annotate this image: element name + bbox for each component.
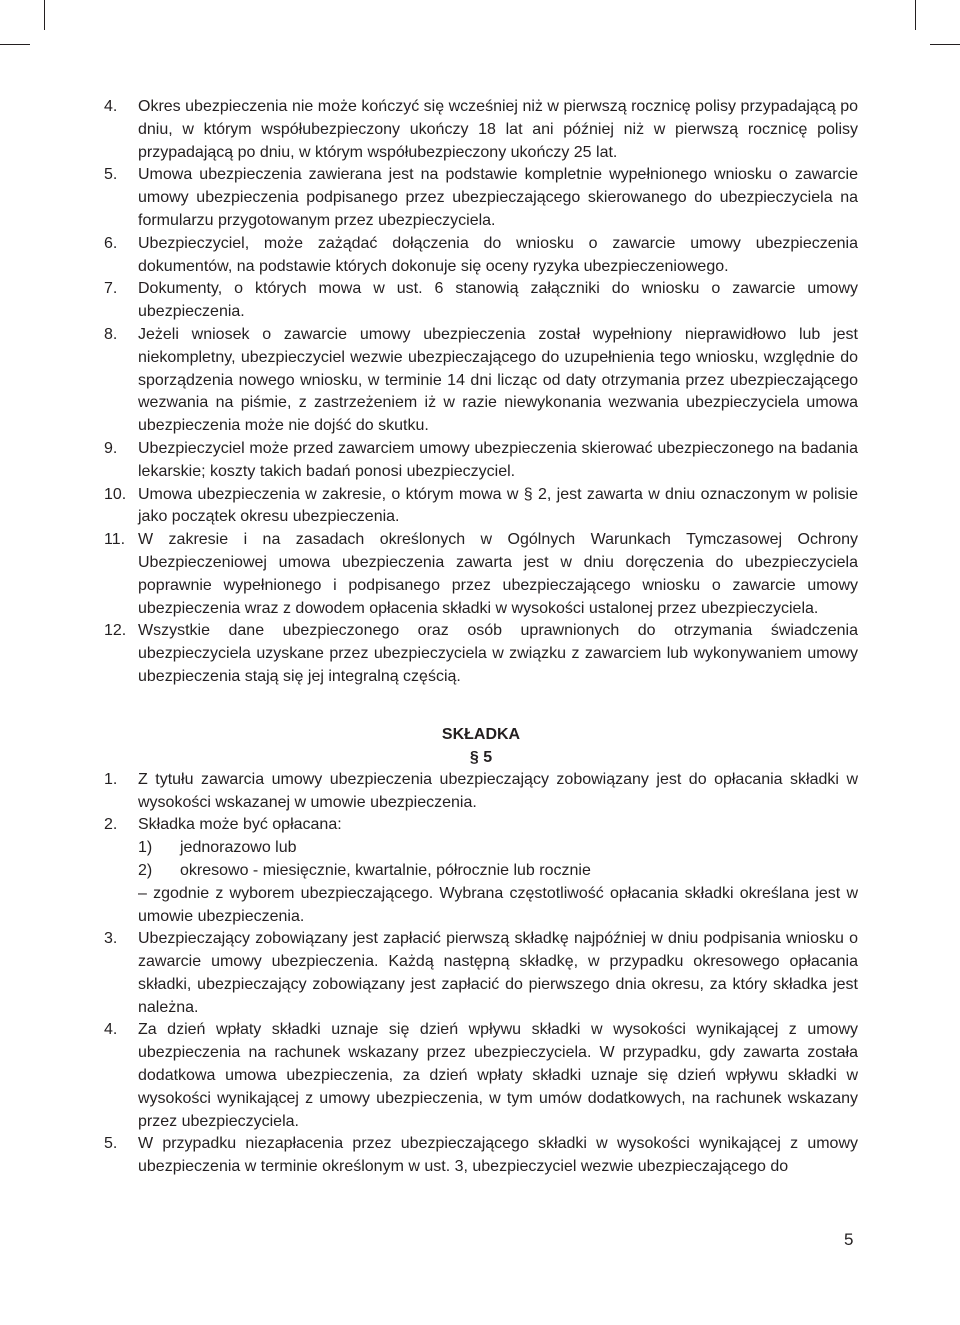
list-item-tail: – zgodnie z wyborem ubezpieczającego. Wybrana częstotliwość opłacania składki określana jest w umowie ubezpieczenia.	[138, 884, 858, 925]
list-item: 3. Ubezpieczający zobowiązany jest zapłacić pierwszą składkę najpóźniej w dniu podpisania wniosku o zawarcie umowy ubezpieczenia. Każdą następną składkę, w przypadku okresowego opłacania składki, ubezpieczający zobowiązany jest zapłacić do pierwszego dnia okresu, za który składka jest należna.	[104, 930, 858, 1016]
list-item: 11. W zakresie i na zasadach określonych w Ogólnych Warunkach Tymczasowej Ochrony Ubezpieczeniowej umowa ubezpieczenia zawarta jest w dniu doręczenia do ubezpieczyciela poprawnie wypełnionego i podpisanego przez ubezpieczającego wniosku o zawarcie umowy ubezpieczenia wraz z dowodem opłacenia składki w wysokości ustalonej przez ubezpieczyciela.	[104, 531, 858, 617]
crop-mark-top-left-v	[44, 0, 45, 30]
list-item: 5. W przypadku niezapłacenia przez ubezpieczającego składki w wysokości wynikającej z umowy ubezpieczenia w terminie określonym w ust. 3, ubezpieczyciel wezwie ubezpieczającego do	[104, 1135, 858, 1176]
section-title: SKŁADKA	[441, 725, 521, 743]
crop-mark-top-right-h	[930, 44, 960, 45]
sub-item: 2) okresowo - miesięcznie, kwartalnie, półrocznie lub rocznie	[138, 861, 591, 879]
list-item: 10. Umowa ubezpieczenia w zakresie, o którym mowa w § 2, jest zawarta w dniu oznaczonym w polisie jako początek okresu ubezpieczenia.	[104, 485, 858, 526]
list-item: 1. Z tytułu zawarcia umowy ubezpieczenia ubezpieczający zobowiązany jest do opłacania składki w wysokości wskazanej w umowie ubezpieczenia.	[104, 770, 858, 811]
crop-mark-top-right-v	[915, 0, 916, 30]
list-item: 4. Okres ubezpieczenia nie może kończyć się wcześniej niż w pierwszą rocznicę polisy przypadającą po dniu, w którym współubezpieczony ukończy 18 lat ani później niż w pierwszą rocznicę polisy przypadającą po dniu, w którym współubezpieczony ukończy 25 lat.	[104, 98, 858, 161]
document-body	[104, 96, 858, 1179]
sub-item: 1) jednorazowo lub	[138, 839, 297, 857]
list-item: 12. Wszystkie dane ubezpieczonego oraz osób uprawnionych do otrzymania świadczenia ubezpieczyciela uzyskane przez ubezpieczyciela w związku z zawarciem lub wykonywaniem umowy ubezpieczenia stają się jej integralną częścią.	[104, 622, 858, 685]
section-paragraph-number: § 5	[469, 748, 493, 766]
crop-mark-top-left-h	[0, 44, 30, 45]
item-list-premium	[104, 769, 858, 1179]
list-item: 7. Dokumenty, o których mowa w ust. 6 stanowią załączniki do wniosku o zawarcie umowy ubezpieczenia.	[104, 280, 858, 321]
list-item: 5. Umowa ubezpieczenia zawierana jest na podstawie kompletnie wypełnionego wniosku o zawarcie umowy ubezpieczenia podpisanego przez ubezpieczającego skierowanego do ubezpieczyciela na formularzu przygotowanym przez ubezpieczyciela.	[104, 166, 858, 229]
item-list-scope	[104, 96, 858, 689]
list-item: 6. Ubezpieczyciel, może zażądać dołączenia do wniosku o zawarcie umowy ubezpieczenia dokumentów, na podstawie których dokonuje się oceny ryzyka ubezpieczeniowego.	[104, 234, 858, 275]
list-item: 2. Składka może być opłacana: 1) jednorazowo lub 2) okresowo - miesięcznie, kwartalnie, półrocznie lub rocznie – zgodnie z wyborem ubezpieczającego. Wybrana częstotliwość opłacania składki określana jest w umowie ubezpieczenia.	[104, 814, 858, 928]
list-item: 9. Ubezpieczyciel może przed zawarciem umowy ubezpieczenia skierować ubezpieczonego na badania lekarskie; koszty takich badań ponosi ubezpieczyciel.	[104, 439, 858, 480]
list-item: 8. Jeżeli wniosek o zawarcie umowy ubezpieczenia został wypełniony nieprawidłowo lub jest niekompletny, ubezpieczyciel wezwie ubezpieczającego do uzupełnienia tego wniosku, względnie do sporządzenia nowego wniosku, w terminie 14 dni licząc od daty otrzymania przez ubezpieczającego wezwania na piśmie, z zastrzeżeniem iż w razie niewykonania wezwania ubezpieczyciela umowa ubezpieczenia może nie dojść do skutku.	[104, 325, 858, 435]
list-item: 4. Za dzień wpłaty składki uznaje się dzień wpływu składki w wysokości wynikającej z umowy ubezpieczenia na rachunek wskazany przez ubezpieczyciela. W przypadku, gdy zawarta została dodatkowa umowa ubezpieczenia, za dzień wpłaty składki uznaje się dzień wpływu składki w wysokości wynikającej z umowy ubezpieczenia, w tym umów dodatkowych, na rachunek wskazany przez ubezpieczyciela.	[104, 1021, 858, 1130]
page-number: 5	[844, 1230, 854, 1249]
